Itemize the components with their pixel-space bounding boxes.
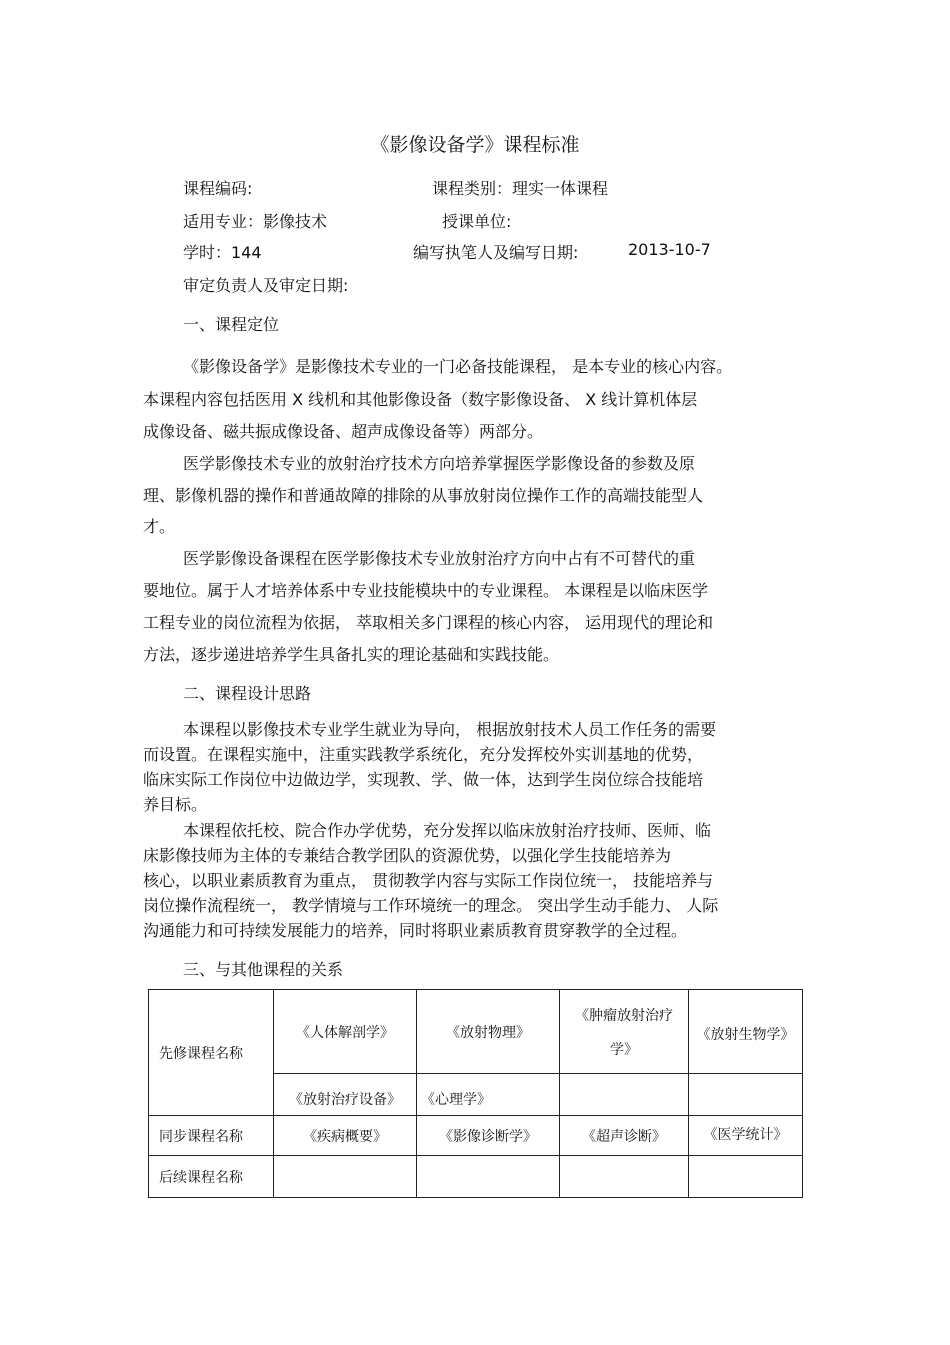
- cell-line: 《肿瘤放射治疗: [575, 1007, 673, 1024]
- table-cell: [689, 1156, 803, 1198]
- table-cell: [560, 1156, 689, 1198]
- paragraph-line: 核心，以职业素质教育为重点， 贯彻教学内容与实际工作岗位统一， 技能培养与: [143, 871, 714, 890]
- paragraph-line: 本课程以影像技术专业学生就业为导向， 根据放射技术人员工作任务的需要: [183, 720, 717, 739]
- section-heading-3: 三、与其他课程的关系: [183, 960, 344, 979]
- cell-line: 学》: [610, 1041, 638, 1058]
- teaching-unit-label: 授课单位:: [442, 212, 512, 231]
- paragraph-line: 本课程内容包括医用 X 线机和其他影像设备（数字影像设备、 X 线计算机体层: [143, 390, 698, 409]
- paragraph-line: 医学影像设备课程在医学影像技术专业放射治疗方向中占有不可替代的重: [183, 549, 696, 568]
- paragraph-line: 床影像技师为主体的专兼结合教学团队的资源优势，以强化学生技能培养为: [143, 846, 672, 865]
- paragraph-line: 养目标。: [143, 795, 208, 814]
- author-date: 2013-10-7: [628, 240, 711, 259]
- table-cell: 《疾病概要》: [274, 1116, 417, 1156]
- table-cell: [417, 1156, 560, 1198]
- course-relation-table: [148, 989, 803, 1198]
- table-cell: 《放射物理》: [417, 990, 560, 1074]
- reviewer-label: 审定负责人及审定日期:: [183, 276, 349, 295]
- prereq-label: 先修课程名称: [149, 990, 274, 1116]
- table-row: [149, 990, 803, 1074]
- paragraph-line: 工程专业的岗位流程为依据， 萃取相关多门课程的核心内容， 运用现代的理论和: [143, 613, 714, 632]
- paragraph-line: 岗位操作流程统一， 教学情境与工作环境统一的理念。 突出学生动手能力、 人际: [143, 896, 719, 915]
- table-cell: 《心理学》: [417, 1074, 560, 1116]
- page-title: 《影像设备学》课程标准: [370, 134, 580, 156]
- course-hours: 学时：144: [183, 243, 262, 262]
- table-cell: 《人体解剖学》: [274, 990, 417, 1074]
- table-cell: [274, 1156, 417, 1198]
- table-cell: [560, 990, 689, 1074]
- paragraph-line: 《影像设备学》是影像技术专业的一门必备技能课程， 是本专业的核心内容。: [183, 357, 733, 376]
- section-heading-2: 二、课程设计思路: [183, 684, 312, 703]
- paragraph-line: 理、影像机器的操作和普通故障的排除的从事放射岗位操作工作的高端技能型人: [143, 486, 704, 505]
- table-row: [149, 1116, 803, 1156]
- paragraph-line: 临床实际工作岗位中边做边学，实现教、学、做一体，达到学生岗位综合技能培: [143, 770, 704, 789]
- table-cell: [689, 1074, 803, 1116]
- table-cell: 《医学统计》: [689, 1116, 803, 1156]
- applicable-major: 适用专业：影像技术: [183, 212, 328, 231]
- paragraph-line: 而设置。在课程实施中，注重实践教学系统化，充分发挥校外实训基地的优势，: [143, 745, 704, 764]
- table-cell: 《放射治疗设备》: [274, 1074, 417, 1116]
- paragraph-line: 医学影像技术专业的放射治疗技术方向培养掌握医学影像设备的参数及原: [183, 454, 696, 473]
- paragraph-line: 成像设备、磁共振成像设备、超声成像设备等）两部分。: [143, 422, 544, 441]
- paragraph-line: 沟通能力和可持续发展能力的培养，同时将职业素质教育贯穿教学的全过程。: [143, 921, 688, 940]
- table-cell: 《超声诊断》: [560, 1116, 689, 1156]
- paragraph-line: 方法，逐步递进培养学生具备扎实的理论基础和实践技能。: [143, 645, 560, 664]
- section-heading-1: 一、课程定位: [183, 315, 280, 334]
- subsequent-label: 后续课程名称: [149, 1156, 274, 1198]
- table-row: [149, 1156, 803, 1198]
- table-cell: 《放射生物学》: [689, 990, 803, 1074]
- table-cell: [560, 1074, 689, 1116]
- paragraph-line: 本课程依托校、院合作办学优势，充分发挥以临床放射治疗技师、医师、临: [183, 821, 712, 840]
- table-cell: 《影像诊断学》: [417, 1116, 560, 1156]
- course-category: 课程类别：理实一体课程: [432, 179, 609, 198]
- concurrent-label: 同步课程名称: [149, 1116, 274, 1156]
- course-code-label: 课程编码:: [183, 179, 253, 198]
- paragraph-line: 要地位。属于人才培养体系中专业技能模块中的专业课程。 本课程是以临床医学: [143, 581, 709, 600]
- author-label: 编写执笔人及编写日期:: [413, 243, 579, 262]
- paragraph-line: 才。: [143, 517, 176, 536]
